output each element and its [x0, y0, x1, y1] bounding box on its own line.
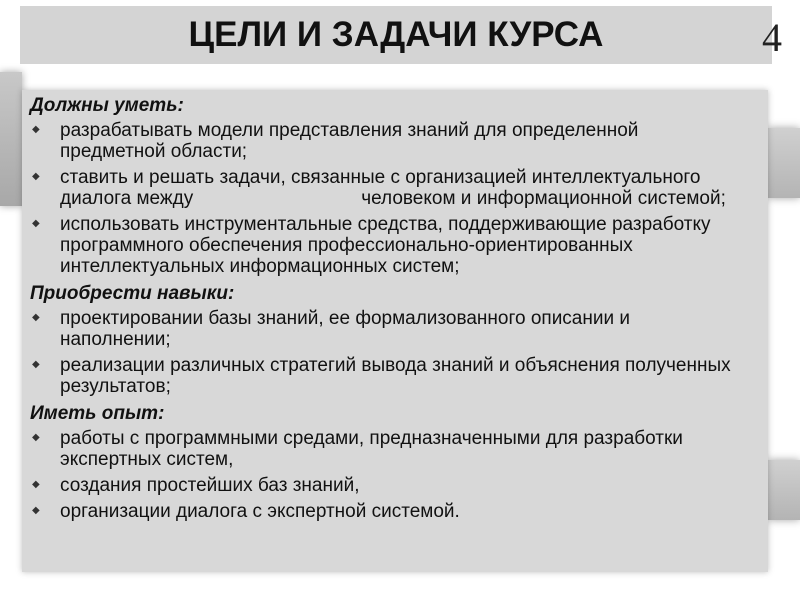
- section-list-skills: [22, 120, 768, 277]
- list-item-text: создания простейших баз знаний,: [60, 475, 360, 496]
- diamond-bullet-icon: ◆: [32, 432, 40, 443]
- diamond-bullet-icon: ◆: [32, 312, 40, 323]
- diamond-bullet-icon: ◆: [32, 479, 40, 490]
- diamond-bullet-icon: ◆: [32, 505, 40, 516]
- decorative-bar-right-top: [768, 128, 800, 198]
- list-item-text: работы с программными средами, предназначенными для разработки экспертных систем,: [60, 428, 683, 470]
- content-panel: [22, 90, 768, 572]
- list-item-text: организации диалога с экспертной системой.: [60, 501, 460, 522]
- section-list-abilities: [22, 308, 768, 397]
- list-item: [22, 214, 768, 277]
- decorative-bar-right-bottom: [768, 460, 800, 520]
- diamond-bullet-icon: ◆: [32, 218, 40, 229]
- list-item-text: реализации различных стратегий вывода знаний и объяснения полученных результатов;: [60, 355, 731, 397]
- list-item-text: проектировании базы знаний, ее формализованного описании и наполнении;: [60, 308, 630, 350]
- diamond-bullet-icon: ◆: [32, 171, 40, 182]
- list-item-text: разрабатывать модели представления знаний для определенной предметной области;: [60, 120, 639, 162]
- slide-title: ЦЕЛИ И ЗАДАЧИ КУРСА: [188, 15, 604, 54]
- section-heading-experience: Иметь опыт:: [30, 403, 165, 424]
- title-bar: [20, 6, 772, 64]
- list-item: [22, 475, 768, 496]
- content: [22, 94, 768, 527]
- list-item: [22, 167, 768, 209]
- list-item: [22, 501, 768, 522]
- decorative-bar-left: [0, 72, 22, 206]
- list-item-text: использовать инструментальные средства, поддерживающие разработку программного обеспечения профессионально-ориентированных интеллектуальных информационных систем;: [60, 214, 711, 277]
- list-item: [22, 355, 768, 397]
- section-heading-skills: Должны уметь:: [30, 95, 184, 116]
- list-item: [22, 308, 768, 350]
- section-heading-abilities: Приобрести навыки:: [30, 283, 235, 304]
- section-list-experience: [22, 428, 768, 522]
- list-item: [22, 428, 768, 470]
- diamond-bullet-icon: ◆: [32, 359, 40, 370]
- diamond-bullet-icon: ◆: [32, 124, 40, 135]
- list-item: [22, 120, 768, 162]
- page-number: 4: [762, 15, 782, 60]
- list-item-text-continuation: человеком и информационной системой;: [361, 188, 726, 209]
- list-item-text: ставить и решать задачи, связанные с организацией интеллектуального диалога между: [60, 167, 701, 209]
